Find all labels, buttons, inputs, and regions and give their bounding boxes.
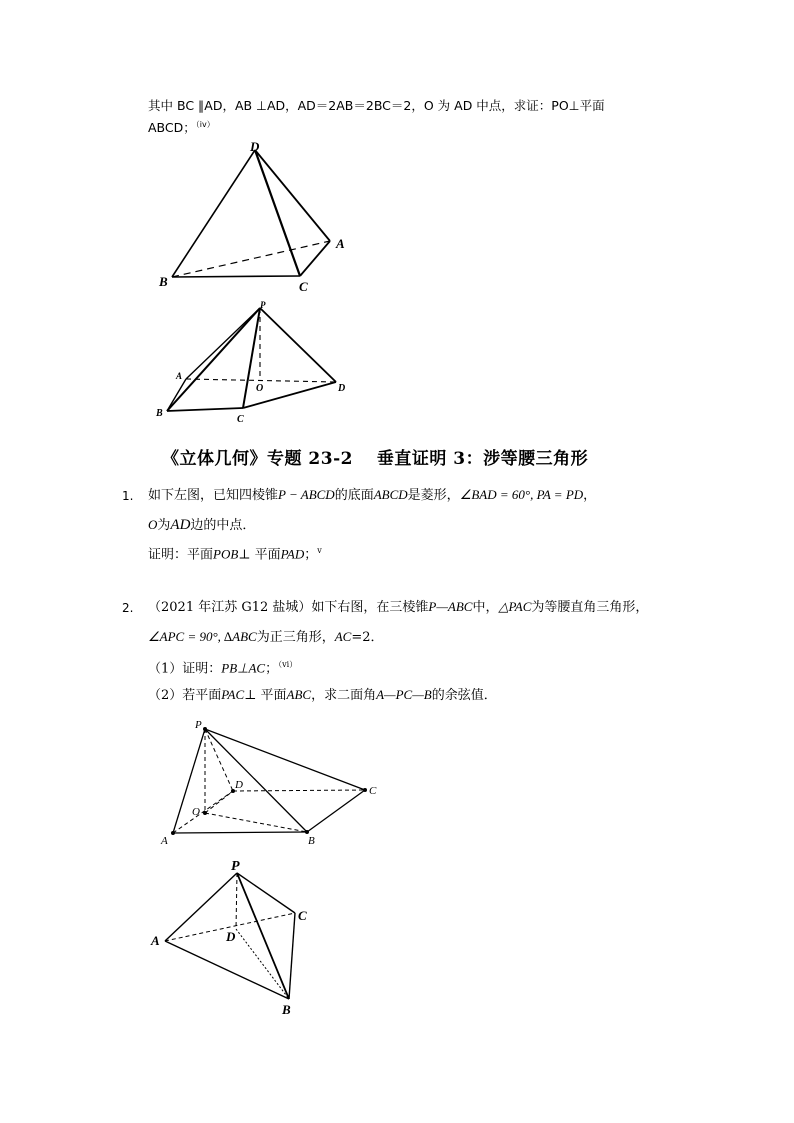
label-b: B	[156, 408, 163, 419]
intro-line-2	[148, 116, 215, 137]
p1-text-wei: 为	[157, 518, 171, 533]
p1-text-proof: 证明：平面	[148, 547, 214, 563]
p2-q2-math-pac: PAC	[221, 687, 245, 702]
p1-ref: v	[317, 546, 322, 555]
p2-text-c: 中，	[472, 600, 499, 615]
label-o: O	[256, 383, 264, 394]
edge-ba-hidden	[172, 241, 330, 277]
label-a: A	[161, 835, 168, 847]
problem-1-line-3	[148, 542, 322, 564]
p2-math-pabc: P—ABC	[428, 599, 473, 614]
p1-math-angle: ∠BAD = 60°, PA = PD	[459, 487, 584, 502]
problem-1-line-1	[148, 486, 596, 505]
p1-text-g: ，	[583, 488, 597, 503]
problem-1-number: 1.	[122, 489, 134, 503]
figure-tetrahedron-pabc-od	[155, 715, 395, 850]
edge-pd-hidden	[236, 873, 237, 929]
label-c: C	[369, 785, 377, 797]
point-p	[203, 727, 207, 731]
p2-text-equilateral: 为正三角形，	[256, 630, 335, 645]
p1-text-c: 的底面	[334, 488, 374, 503]
problem-2-number: 2.	[122, 601, 134, 615]
problem-2-q1	[148, 656, 297, 678]
label-b: B	[159, 274, 168, 289]
problem-1-line-2	[148, 516, 255, 535]
edge-bc	[307, 790, 365, 832]
label-a: A	[176, 371, 183, 381]
label-d: D	[226, 929, 236, 944]
edge-dc-hidden	[233, 790, 365, 791]
p2-q2-math-abc: ABC	[286, 687, 312, 702]
label-a: A	[336, 236, 345, 251]
p1-math-o: O	[148, 517, 158, 532]
p1-text-semicolon: ；	[304, 547, 318, 563]
p2-text-eq2: =2．	[351, 630, 384, 645]
label-d: D	[250, 139, 260, 154]
edge-bc	[172, 276, 300, 277]
edge-cb	[289, 913, 295, 999]
p2-q2-math-apcb: A—PC—B	[376, 687, 432, 702]
label-p: P	[195, 719, 202, 731]
p1-text-a: 如下左图，已知四棱锥	[148, 488, 279, 503]
point-o	[203, 811, 207, 815]
label-c: C	[237, 414, 244, 425]
edge-pd	[260, 308, 336, 382]
p1-math-abcd: ABCD	[373, 487, 408, 502]
p1-math-ad: AD	[170, 517, 191, 533]
figure-tetrahedron-pabc-d	[150, 855, 325, 1020]
p1-text-e: 是菱形，	[407, 488, 460, 503]
intro-line-2-text: ABCD；	[148, 120, 196, 136]
p1-text-perp: ⊥ 平面	[238, 547, 281, 563]
point-a	[171, 831, 175, 835]
label-b: B	[308, 835, 315, 847]
edge-pb	[205, 729, 307, 832]
label-a: A	[151, 933, 160, 948]
edge-db-hidden	[236, 929, 289, 999]
edge-od-hidden	[205, 791, 233, 813]
label-c: C	[299, 279, 308, 294]
edge-ad-hidden	[173, 791, 233, 833]
p2-q2-text-e: ，求二面角	[311, 688, 377, 703]
edge-ab	[165, 941, 289, 999]
p2-q1-ref: （vi）	[278, 660, 298, 669]
label-p: P	[231, 859, 240, 874]
label-d: D	[235, 779, 243, 791]
section-title: 《立体几何》专题 23-2 垂直证明 3：涉等腰三角形	[162, 449, 589, 469]
figure-tetrahedron-dabc	[150, 135, 360, 295]
p2-q2-text-a: （2）若平面	[148, 688, 222, 703]
label-o: O	[192, 806, 200, 818]
p2-q2-text-g: 的余弦值．	[431, 688, 497, 703]
edge-da	[255, 150, 330, 241]
p1-math-pabcd: P − ABCD	[278, 487, 335, 502]
p2-text-e: 为等腰直角三角形，	[531, 600, 649, 615]
p2-q2-text-perp: ⊥ 平面	[244, 688, 287, 703]
label-c: C	[298, 908, 307, 923]
point-b	[305, 830, 309, 834]
p1-text-midpoint: 边的中点．	[190, 518, 256, 533]
p2-text-a: （2021 年江苏 G12 盐城）如下右图，在三棱锥	[148, 600, 429, 615]
p2-math-angle: ∠APC = 90°, ∆ABC	[148, 629, 257, 644]
edge-db	[172, 150, 255, 277]
problem-2-line-2	[148, 628, 384, 647]
p2-math-ac: AC	[334, 629, 352, 644]
edge-pb	[237, 873, 289, 999]
p2-q1-text: （1）证明：	[148, 661, 222, 677]
figure-pyramid-pabcd	[150, 298, 360, 428]
problem-2-line-1	[148, 598, 648, 617]
edge-pc	[205, 729, 365, 790]
p2-q1-math: PB⊥AC	[221, 660, 266, 676]
p2-math-pac: △PAC	[498, 599, 532, 614]
edge-pa	[173, 729, 205, 833]
edge-ab	[173, 832, 307, 833]
edge-ba	[167, 379, 186, 411]
edge-ad-hidden	[186, 379, 336, 382]
p1-math-pad: PAD	[280, 546, 305, 562]
intro-line-1: 其中 BC ∥AD，AB ⊥AD，AD＝2AB＝2BC＝2，O 为 AD 中点，求证：PO⊥平面	[148, 98, 605, 113]
edge-dc	[255, 150, 300, 276]
intro-ref: （iv）	[195, 120, 215, 129]
point-c	[363, 788, 367, 792]
label-d: D	[338, 383, 346, 394]
edge-bc	[167, 408, 243, 411]
label-b: B	[282, 1002, 291, 1017]
p2-q1-semicolon: ；	[265, 661, 279, 677]
problem-2-q2	[148, 686, 497, 705]
label-p: P	[260, 300, 266, 310]
p1-math-pob: POB	[213, 546, 239, 562]
